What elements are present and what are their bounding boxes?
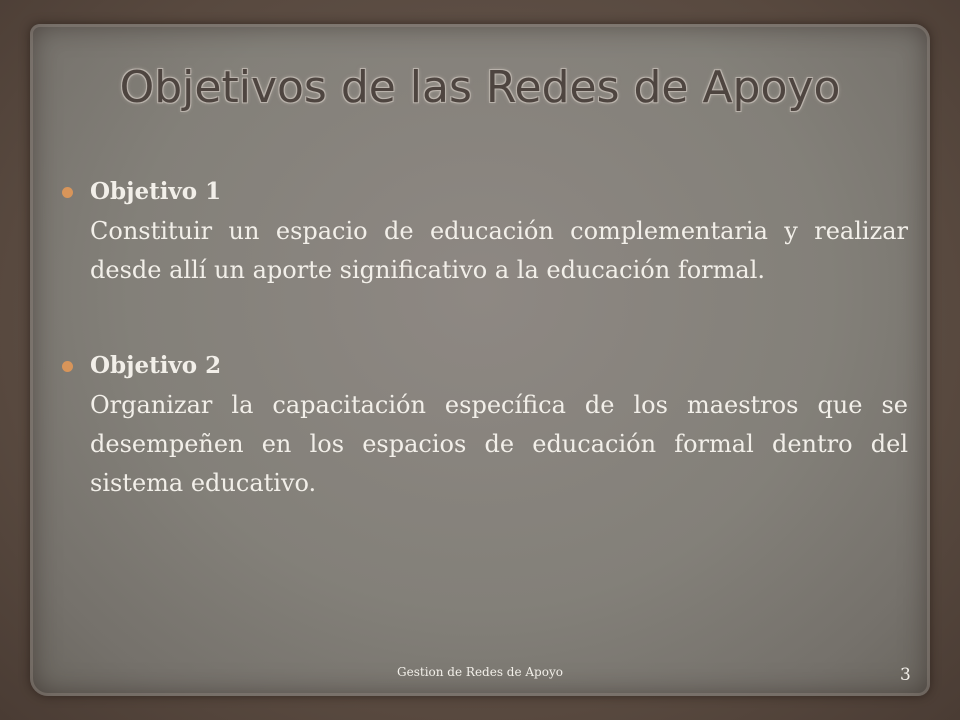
objective-1 <box>60 172 908 290</box>
objective-1-text: Constituir un espacio de educación complementaria y realizar desde allí un aporte significativo a la educación formal. <box>90 217 908 284</box>
objective-1-heading-row <box>60 172 908 212</box>
slide-title: Objetivos de las Redes de Apoyo <box>119 62 841 113</box>
page-number: 3 <box>900 665 911 685</box>
slide-content <box>60 172 908 503</box>
objective-1-heading: Objetivo 1 <box>90 178 222 205</box>
objective-2 <box>60 346 908 503</box>
objective-2-text: Organizar la capacitación específica de los maestros que se desempeñen en los espacios de educación formal dentro del sistema educativo. <box>90 391 908 497</box>
slide-footer: Gestion de Redes de Apoyo <box>397 665 563 679</box>
bullet-icon <box>62 361 73 372</box>
objective-2-heading-row <box>60 346 908 386</box>
bullet-icon <box>62 187 73 198</box>
objective-2-heading: Objetivo 2 <box>90 352 222 379</box>
